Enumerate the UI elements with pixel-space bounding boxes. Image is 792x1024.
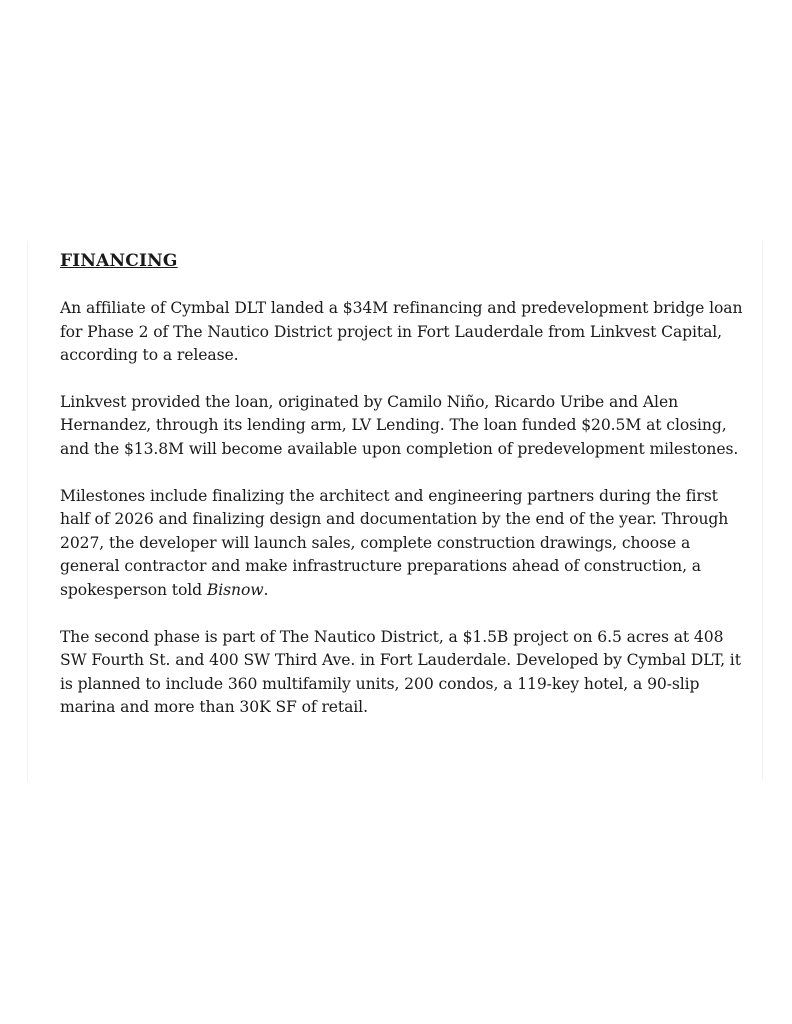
article-body <box>60 249 750 743</box>
paragraph-milestones <box>60 485 750 603</box>
milestones-end: . <box>263 580 269 599</box>
section-heading: FINANCING <box>60 251 178 271</box>
paragraph-loan-details: Linkvest provided the loan, originated by Camilo Niño, Ricardo Uribe and Alen Hernandez, through its lending arm, LV Lending. The loan funded $20.5M at closing, and the $13.8M will become available upon completion of predevelopment milestones. <box>60 392 739 458</box>
milestones-text: Milestones include finalizing the architect and engineering partners during the first half of 2026 and finalizing design and documentation by the end of the year. Through 2027, the developer will launch sales, complete construction drawings, choose a general contractor and make infrastructure preparations ahead of construction, a spokesperson told <box>60 486 729 599</box>
paragraph-project-overview: The second phase is part of The Nautico District, a $1.5B project on 6.5 acres at 408 SW Fourth St. and 400 SW Third Ave. in Fort Lauderdale. Developed by Cymbal DLT, it is planned to include 360 multifamily units, 200 condos, a 119-key hotel, a 90-slip marina and more than 30K SF of retail. <box>60 627 741 717</box>
paragraph-loan-summary: An affiliate of Cymbal DLT landed a $34M refinancing and predevelopment bridge loan for Phase 2 of The Nautico District project in Fort Lauderdale from Linkvest Capital, according to a release. <box>60 299 743 365</box>
source-publication: Bisnow <box>206 580 264 599</box>
article-card <box>27 241 763 781</box>
